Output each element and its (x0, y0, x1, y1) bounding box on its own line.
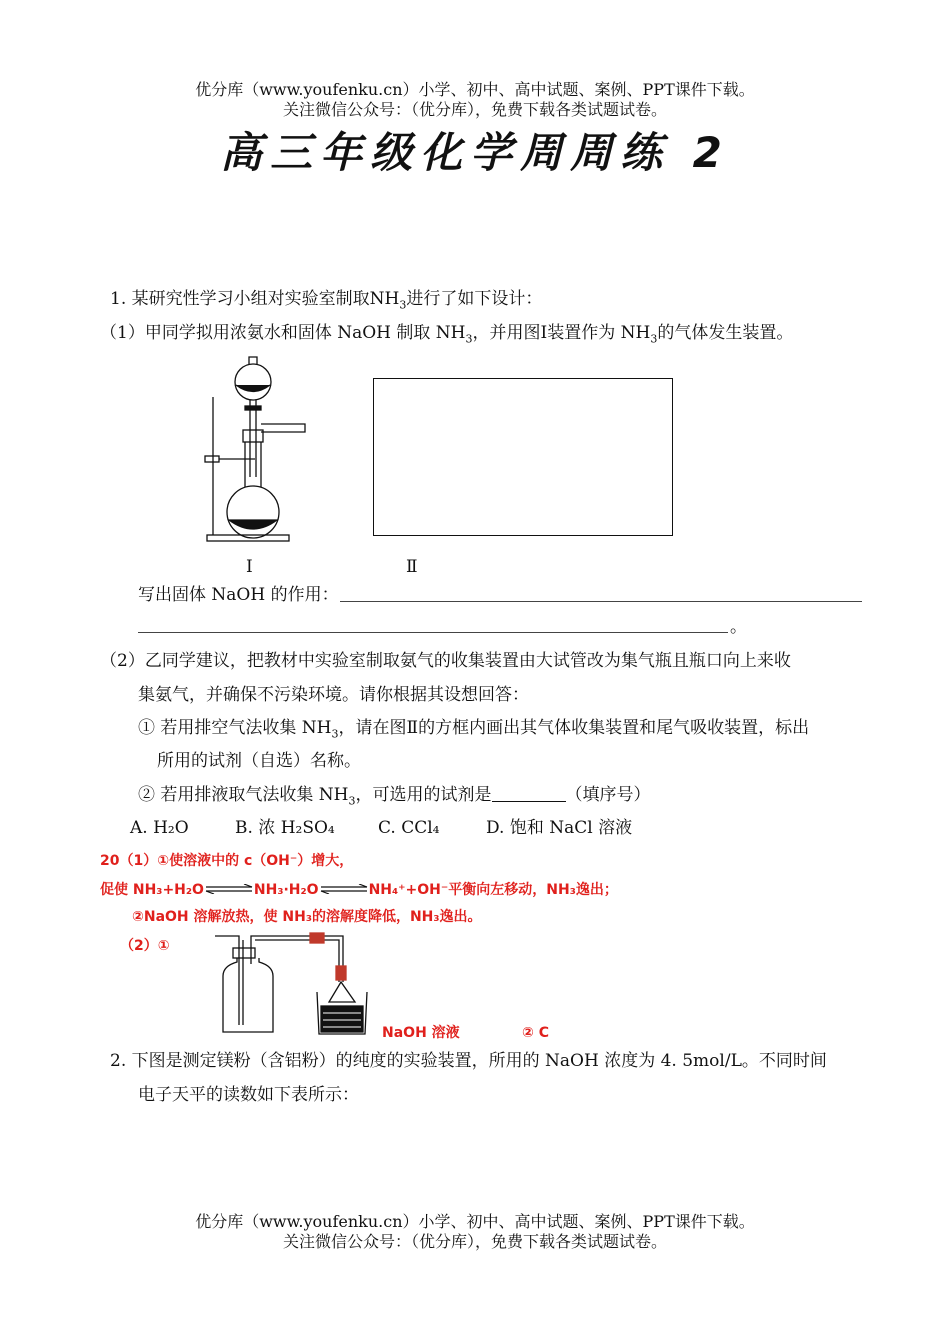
answer-line-3: ②NaOH 溶解放热，使 NH₃的溶解度降低，NH₃逸出。 (132, 909, 482, 925)
header-line-1: 优分库（www.youfenku.cn）小学、初中、高中试题、案例、PPT课件下载。 (195, 80, 755, 99)
q1-sub2-a: ② 若用排液取气法收集 NH (138, 785, 349, 805)
figure-1-apparatus (195, 352, 310, 547)
q1-part2-line1: （2）乙同学建议，把教材中实验室制取氨气的收集装置由大试管改为集气瓶且瓶口向上来收 (100, 651, 791, 671)
page-title: 高三年级化学周周练 2 (220, 128, 730, 177)
end-mark: 。 (730, 617, 747, 637)
answer-eq-right: NH₄⁺+OH⁻平衡向左移动，NH₃逸出； (368, 882, 618, 898)
rubber-joint (310, 933, 324, 943)
option-a: A. H₂O (130, 818, 189, 838)
answer-eq-mid: NH₃·H₂O (253, 882, 319, 898)
funnel-stopper (249, 357, 257, 364)
answer-blank-2[interactable] (138, 632, 728, 633)
answer-line-4: （2）① (120, 938, 170, 954)
rubber-joint-2 (336, 966, 346, 980)
q1-sub2-b: ，可选用的试剂是 (355, 785, 492, 805)
answer-blank-3[interactable] (492, 785, 566, 802)
bottle-stopper (233, 948, 255, 958)
connecting-tube-inner (255, 940, 339, 982)
gas-outlet-tube (261, 424, 305, 432)
answer-eq-left: 促使 NH₃+H₂O (100, 882, 204, 898)
option-c: C. CCl₄ (378, 818, 440, 838)
inlet-tube-top (215, 936, 239, 940)
answer-blank-1[interactable] (340, 601, 862, 602)
equilibrium-arrow-1 (204, 881, 254, 899)
q1-sub2-c: （填序号） (565, 785, 651, 805)
gas-bottle (223, 958, 273, 1032)
header-line-2: 关注微信公众号：（优分库），免费下载各类试题试卷。 (282, 100, 667, 119)
equilibrium-arrow-2 (319, 881, 369, 899)
q1-sub1-line2: 所用的试剂（自选）名称。 (157, 751, 361, 771)
flask-body (227, 486, 279, 538)
funnel-bulb (235, 364, 271, 400)
stand-clamp (205, 456, 219, 462)
q1-sub1-b: ，请在图Ⅱ的方框内画出其气体收集装置和尾气吸收装置，标出 (338, 718, 810, 738)
connecting-tube (251, 936, 343, 982)
option-d: D. 饱和 NaCl 溶液 (486, 818, 633, 838)
q1-part1: （1）甲同学拟用浓氨水和固体 NaOH 制取 $NH_3$，并用图Ⅰ装置作为 $NH_3$的气体发生装置。 (100, 323, 794, 346)
q1-part2-line2: 集氨气，并确保不污染环境。请你根据其设想回答： (138, 685, 529, 705)
beaker-solution (321, 1006, 363, 1032)
q1-stem-prefix: 1. 某研究性学习小组对实验室制取 (110, 289, 370, 309)
q2-line2: 电子天平的读数如下表所示： (138, 1085, 359, 1105)
answer-line-2 (100, 881, 618, 899)
q1-part1-a: （1）甲同学拟用浓氨水和固体 NaOH 制取 NH (100, 323, 466, 343)
q1-sub1-a: ① 若用排空气法收集 NH (138, 718, 332, 738)
funnel-stopcock (245, 406, 261, 410)
answer-line-1: 20（1）①使溶液中的 c（OH⁻）增大， (100, 853, 354, 869)
figure-2-box (373, 378, 673, 536)
q1-part1-b: ，并用图Ⅰ装置作为 NH (472, 323, 651, 343)
figure-1-label: Ⅰ (246, 557, 253, 577)
footer-line-2: 关注微信公众号：（优分库），免费下载各类试题试卷。 (282, 1232, 667, 1251)
naoh-role-prompt: 写出固体 NaOH 的作用： (138, 585, 339, 605)
answer-apparatus (215, 930, 375, 1038)
q1-sub1-line1: ① 若用排空气法收集 $NH_3$，请在图Ⅱ的方框内画出其气体收集装置和尾气吸收装置，标出 (138, 718, 810, 741)
q1-stem: 1. 某研究性学习小组对实验室制取$NH_3$进行了如下设计： (110, 289, 543, 312)
q1-stem-suffix: 进行了如下设计： (406, 289, 543, 309)
q1-part1-c: 的气体发生装置。 (657, 323, 794, 343)
funnel-liquid (236, 385, 270, 392)
inverted-funnel (329, 982, 355, 1002)
q2-line1: 2. 下图是测定镁粉（含铝粉）的纯度的实验装置，所用的 NaOH 浓度为 4. 5mol/L。不同时间 (110, 1051, 827, 1071)
answer-c-label: ② C (522, 1025, 550, 1041)
naoh-solution-label: NaOH 溶液 (382, 1025, 460, 1041)
option-b: B. 浓 H₂SO₄ (235, 818, 335, 838)
flask-stopper (243, 430, 263, 442)
q1-sub2: ② 若用排液取气法收集 $NH_3$，可选用的试剂是 （填序号） (138, 785, 651, 808)
footer-line-1: 优分库（www.youfenku.cn）小学、初中、高中试题、案例、PPT课件下载。 (195, 1212, 755, 1231)
figure-2-label: Ⅱ (406, 557, 418, 577)
flask-solid (229, 520, 277, 529)
